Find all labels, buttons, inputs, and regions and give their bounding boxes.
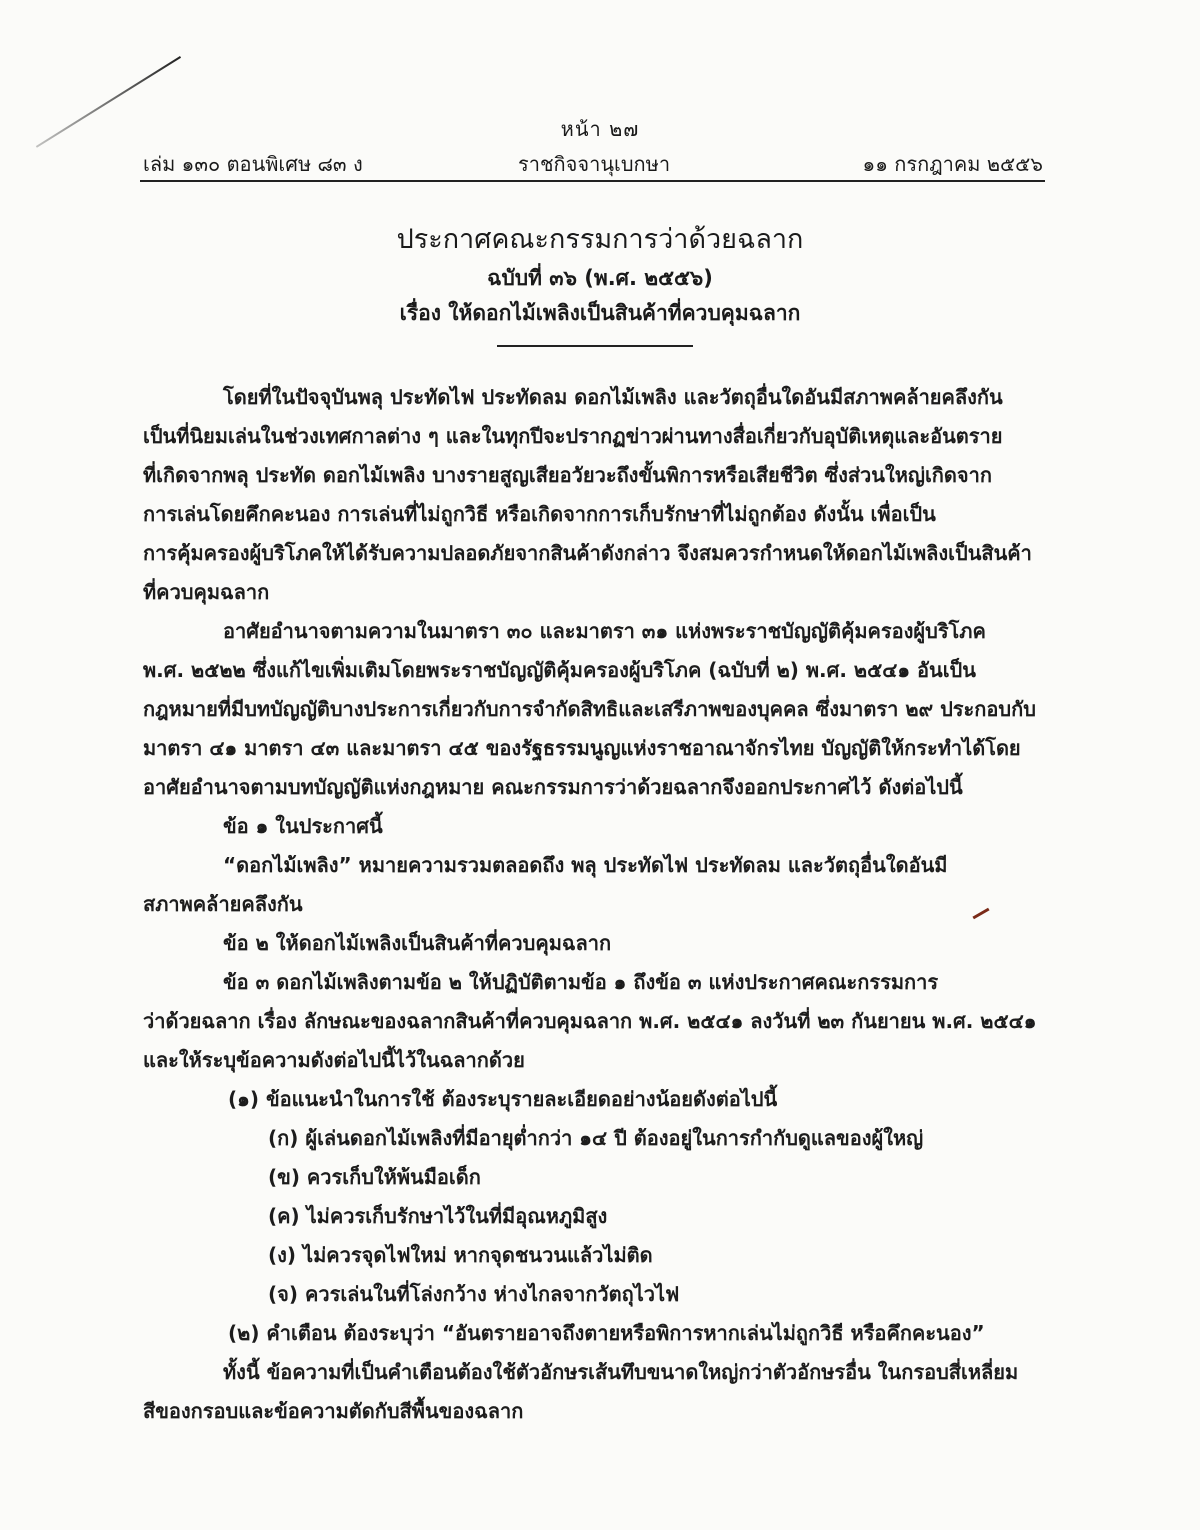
text-line: การคุ้มครองผู้บริโภคให้ได้รับความปลอดภัยจากสินค้าดังกล่าว จึงสมควรกำหนดให้ดอกไม้เพลิงเป็นสินค้า	[143, 541, 1032, 565]
title-divider	[497, 345, 693, 347]
clause-heading: ข้อ ๑ ในประกาศนี้	[223, 814, 383, 838]
document-subject: เรื่อง ให้ดอกไม้เพลิงเป็นสินค้าที่ควบคุมฉลาก	[399, 301, 801, 325]
text-line: สีของกรอบและข้อความตัดกับสีพื้นของฉลาก	[143, 1399, 524, 1423]
document-edition: ฉบับที่ ๓๖ (พ.ศ. ๒๕๕๖)	[487, 266, 713, 290]
text-line: กฎหมายที่มีบทบัญญัติบางประการเกี่ยวกับการจำกัดสิทธิและเสรีภาพของบุคคล ซึ่งมาตรา ๒๙ ประกอบกับ	[143, 697, 1036, 721]
document-body	[143, 378, 1043, 1431]
warning-text: (๒) คำเตือน ต้องระบุว่า “อันตรายอาจถึงตายหรือพิการหากเล่นไม่ถูกวิธี หรือคึกคะนอง”	[228, 1321, 985, 1345]
sub-item: (ข) ควรเก็บให้พ้นมือเด็ก	[268, 1165, 481, 1189]
gazette-header	[143, 148, 1043, 178]
sub-item: (ง) ไม่ควรจุดไฟใหม่ หากจุดชนวนแล้วไม่ติด	[268, 1243, 653, 1267]
text-line: การเล่นโดยคึกคะนอง การเล่นที่ไม่ถูกวิธี หรือเกิดจากการเก็บรักษาที่ไม่ถูกต้อง ดังนั้น เพื่อเป็น	[143, 502, 936, 526]
clause-text: ข้อ ๒ ให้ดอกไม้เพลิงเป็นสินค้าที่ควบคุมฉลาก	[223, 931, 612, 955]
item-2-warning	[143, 1314, 1043, 1353]
text-line: เป็นที่นิยมเล่นในช่วงเทศกาลต่าง ๆ และในทุกปีจะปรากฏข่าวผ่านทางสื่อเกี่ยวกับอุบัติเหตุและอันตราย	[143, 424, 1003, 448]
text-line: มาตรา ๔๑ มาตรา ๔๓ และมาตรา ๔๕ ของรัฐธรรมนูญแห่งราชอาณาจักรไทย บัญญัติให้กระทำได้โดย	[143, 736, 1021, 760]
item-heading: (๑) ข้อแนะนำในการใช้ ต้องระบุรายละเอียดอย่างน้อยดังต่อไปนี้	[228, 1087, 778, 1111]
header-divider	[140, 180, 1045, 182]
document-title: ประกาศคณะกรรมการว่าด้วยฉลาก	[396, 224, 804, 255]
closing-paragraph	[143, 1353, 1043, 1431]
text-line: พ.ศ. ๒๕๒๒ ซึ่งแก้ไขเพิ่มเติมโดยพระราชบัญญัติคุ้มครองผู้บริโภค (ฉบับที่ ๒) พ.ศ. ๒๕๔๑ อันเป็น	[143, 658, 976, 682]
publication-name: ราชกิจจานุเบกษา	[518, 152, 671, 176]
sub-item: (ก) ผู้เล่นดอกไม้เพลิงที่มีอายุต่ำกว่า ๑๔ ปี ต้องอยู่ในการกำกับดูแลของผู้ใหญ่	[268, 1126, 924, 1150]
clause-3	[143, 963, 1043, 1080]
text-line: อาศัยอำนาจตามความในมาตรา ๓๐ และมาตรา ๓๑ แห่งพระราชบัญญัติคุ้มครองผู้บริโภค	[223, 619, 986, 643]
clause-1	[143, 807, 1043, 924]
sub-item: (ค) ไม่ควรเก็บรักษาไว้ในที่มีอุณหภูมิสูง	[268, 1204, 608, 1228]
text-line: ว่าด้วยฉลาก เรื่อง ลักษณะของฉลากสินค้าที่ควบคุมฉลาก พ.ศ. ๒๕๔๑ ลงวันที่ ๒๓ กันยายน พ.ศ. ๒๕๔๑	[143, 1009, 1037, 1033]
text-line: และให้ระบุข้อความดังต่อไปนี้ไว้ในฉลากด้วย	[143, 1048, 525, 1072]
page-number: หน้า ๒๗	[560, 117, 640, 141]
text-line: ที่เกิดจากพลุ ประทัด ดอกไม้เพลิง บางรายสูญเสียอวัยวะถึงขั้นพิการหรือเสียชีวิต ซึ่งส่วนใหญ่เกิดจาก	[143, 463, 992, 487]
preamble-paragraph	[143, 378, 1043, 612]
text-line: โดยที่ในปัจจุบันพลุ ประทัดไฟ ประทัดลม ดอกไม้เพลิง และวัตถุอื่นใดอันมีสภาพคล้ายคลึงกัน	[223, 385, 1003, 409]
text-line: ที่ควบคุมฉลาก	[143, 580, 270, 604]
sub-item: (จ) ควรเล่นในที่โล่งกว้าง ห่างไกลจากวัตถุไวไฟ	[268, 1282, 680, 1306]
clause-2	[143, 924, 1043, 963]
publication-date: ๑๑ กรกฎาคม ๒๕๕๖	[862, 152, 1043, 176]
text-line: ข้อ ๓ ดอกไม้เพลิงตามข้อ ๒ ให้ปฏิบัติตามข้อ ๑ ถึงข้อ ๓ แห่งประกาศคณะกรรมการ	[223, 970, 939, 994]
volume-info: เล่ม ๑๓๐ ตอนพิเศษ ๘๓ ง	[143, 152, 363, 176]
text-line: ทั้งนี้ ข้อความที่เป็นคำเตือนต้องใช้ตัวอักษรเส้นทึบขนาดใหญ่กว่าตัวอักษรอื่น ในกรอบสี่เหลี่ยม	[223, 1360, 1019, 1384]
definition-line: สภาพคล้ายคลึงกัน	[143, 892, 303, 916]
authority-paragraph	[143, 612, 1043, 807]
definition-line: “ดอกไม้เพลิง” หมายความรวมตลอดถึง พลุ ประทัดไฟ ประทัดลม และวัตถุอื่นใดอันมี	[223, 853, 948, 877]
text-line: อาศัยอำนาจตามบทบัญญัติแห่งกฎหมาย คณะกรรมการว่าด้วยฉลากจึงออกประกาศไว้ ดังต่อไปนี้	[143, 775, 963, 799]
item-1-usage-instructions	[143, 1080, 1043, 1314]
